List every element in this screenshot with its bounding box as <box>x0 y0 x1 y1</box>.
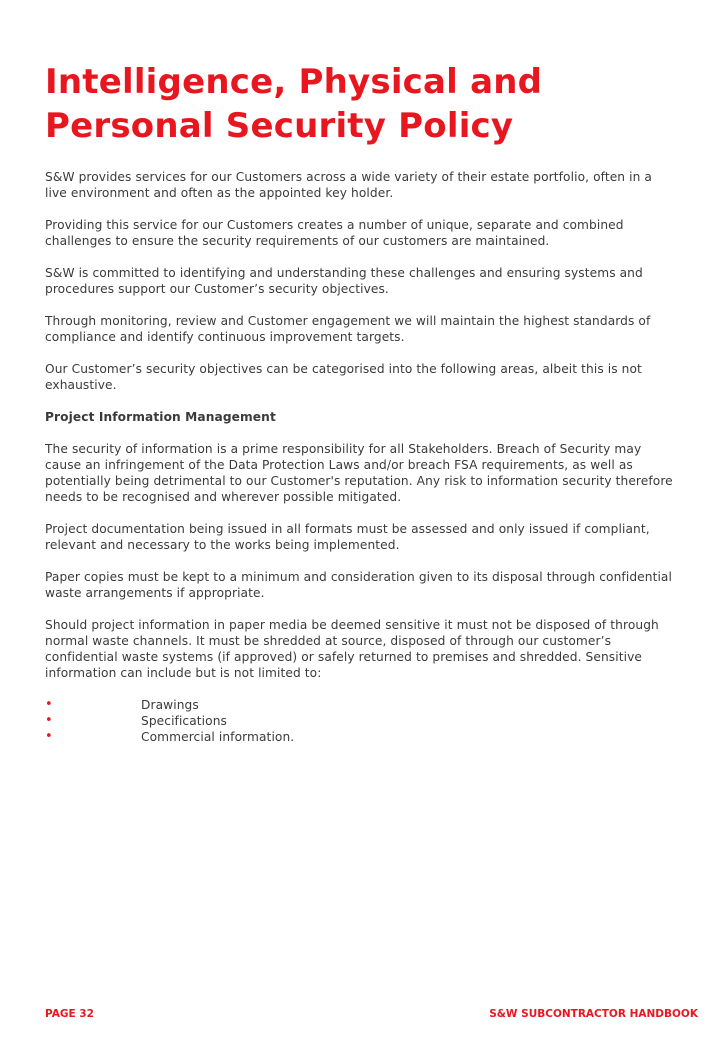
section-paragraph-1: The security of information is a prime responsibility for all Stakeholders. Breach of Security may cause an infringement of the Data Protection Laws and/or breach FSA requirements, as well as potentially being detrimental to our Customer's reputation. Any risk to information security therefore needs to be recognised and wherever possible mitigated. <box>45 442 673 504</box>
list-item <box>45 713 673 729</box>
policy-body <box>45 169 673 745</box>
list-item-text: Commercial information. <box>141 730 295 744</box>
intro-paragraph-3: S&W is committed to identifying and understanding these challenges and ensuring systems and procedures support our Customer’s security objectives. <box>45 266 643 296</box>
section-project-information-management <box>45 409 673 745</box>
list-item <box>45 729 673 745</box>
intro-paragraph-4: Through monitoring, review and Customer engagement we will maintain the highest standards of compliance and identify continuous improvement targets. <box>45 314 651 344</box>
bullet-icon: • <box>45 697 53 712</box>
list-item-text: Specifications <box>141 714 227 728</box>
handbook-title: S&W SUBCONTRACTOR HANDBOOK <box>489 1008 698 1020</box>
list-item <box>45 697 673 713</box>
intro-paragraph-2: Providing this service for our Customers creates a number of unique, separate and combined challenges to ensure the security requirements of our customers are maintained. <box>45 218 624 248</box>
section-heading: Project Information Management <box>45 410 276 424</box>
bullet-icon: • <box>45 729 53 744</box>
page-number: PAGE 32 <box>45 1008 94 1020</box>
sensitive-information-list <box>45 697 673 745</box>
section-paragraph-3: Paper copies must be kept to a minimum and consideration given to its disposal through confidential waste arrangements if appropriate. <box>45 570 672 600</box>
section-paragraph-2: Project documentation being issued in all formats must be assessed and only issued if compliant, relevant and necessary to the works being implemented. <box>45 522 650 552</box>
list-item-text: Drawings <box>141 698 199 712</box>
page-title: Intelligence, Physical and Personal Security Policy <box>45 62 543 146</box>
bullet-icon: • <box>45 713 53 728</box>
intro-paragraph-1: S&W provides services for our Customers across a wide variety of their estate portfolio, often in a live environment and often as the appointed key holder. <box>45 170 652 200</box>
section-paragraph-4: Should project information in paper media be deemed sensitive it must not be disposed of through normal waste channels. It must be shredded at source, disposed of through our customer’s confidential waste systems (if approved) or safely returned to premises and shredded. Sensitive information can include but is not limited to: <box>45 618 659 680</box>
intro-paragraph-5: Our Customer’s security objectives can be categorised into the following areas, albeit this is not exhaustive. <box>45 362 642 392</box>
